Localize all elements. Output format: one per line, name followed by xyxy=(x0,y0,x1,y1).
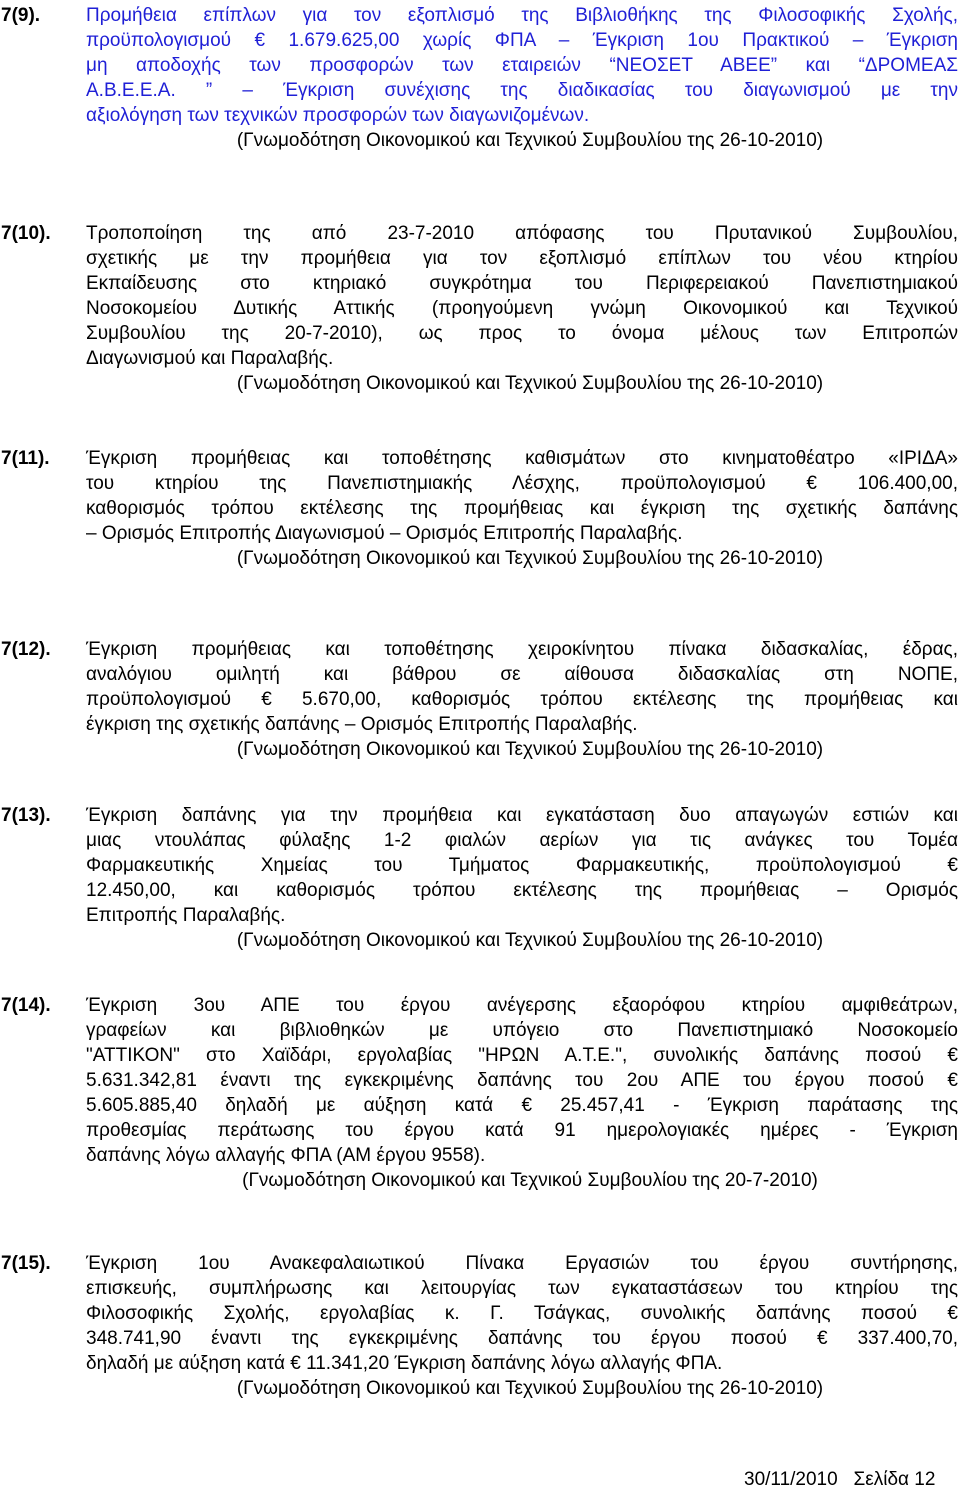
item-line: Εκπαίδευσης στο κτηριακό συγκρότημα του Περιφερειακού Πανεπιστημιακού xyxy=(86,273,958,294)
item-line: σχετικής με την προμήθεια για τον εξοπλισμό επίπλων του νέου κτηρίου xyxy=(86,248,958,269)
item-line: έγκριση της σχετικής δαπάνης – Ορισμός Επιτροπής Παραλαβής. xyxy=(86,714,638,735)
item-line: Έγκριση προμήθειας και τοποθέτησης χειροκίνητου πίνακα διδασκαλίας, έδρας, xyxy=(86,639,958,660)
opinion-note: (Γνωμοδότηση Οικονομικού και Τεχνικού Συμβουλίου της 20-7-2010) xyxy=(242,1170,818,1191)
item-line: αναλόγιου ομιλητή και βάθρου σε αίθουσα διδασκαλίας στη ΝΟΠΕ, xyxy=(86,664,958,685)
item-line: Α.Β.Ε.Ε.Α. ” – Έγκριση συνέχισης της διαδικασίας του διαγωνισμού με την xyxy=(86,80,958,101)
item-line: καθορισμός τρόπου εκτέλεσης της προμήθειας και έγκριση της σχετικής δαπάνης xyxy=(86,498,958,519)
item-line: Έγκριση προμήθειας και τοποθέτησης καθισμάτων στο κινηματοθέατρο «ΙΡΙΔΑ» xyxy=(86,448,958,469)
opinion-note: (Γνωμοδότηση Οικονομικού και Τεχνικού Συμβουλίου της 26-10-2010) xyxy=(236,1378,824,1399)
item-line: μιας ντουλάπας φύλαξης 1-2 φιαλών αερίων για τις ανάγκες του Τομέα xyxy=(86,830,958,851)
footer-date: 30/11/2010 xyxy=(744,1469,838,1490)
item-number: 7(14). xyxy=(1,995,51,1016)
opinion-note: (Γνωμοδότηση Οικονομικού και Τεχνικού Συμβουλίου της 26-10-2010) xyxy=(236,130,824,151)
item-number: 7(13). xyxy=(1,805,51,826)
item-line: προθεσμίας περάτωσης του έργου κατά 91 ημερολογιακές ημέρες - Έγκριση xyxy=(86,1120,958,1141)
item-line: Προμήθεια επίπλων για τον εξοπλισμό της Βιβλιοθήκης της Φιλοσοφικής Σχολής, xyxy=(86,5,958,26)
item-line: Φαρμακευτικής Χημείας του Τμήματος Φαρμακευτικής, προϋπολογισμού € xyxy=(86,855,958,876)
page-footer xyxy=(744,1467,935,1492)
item-line: Φιλοσοφικής Σχολής, εργολαβίας κ. Γ. Τσάγκας, συνολικής δαπάνης ποσού € xyxy=(86,1303,958,1324)
item-number: 7(11). xyxy=(1,448,50,469)
item-text xyxy=(86,446,958,571)
item-text xyxy=(86,993,958,1193)
item-line: Διαγωνισμού και Παραλαβής. xyxy=(86,348,334,369)
item-number: 7(10). xyxy=(1,223,51,244)
item-line: Έγκριση 1ου Ανακεφαλαιωτικού Πίνακα Εργασιών του έργου συντήρησης, xyxy=(86,1253,958,1274)
item-line: Έγκριση δαπάνης για την προμήθεια και εγκατάσταση δυο απαγωγών εστιών και xyxy=(86,805,958,826)
item-number: 7(15). xyxy=(1,1253,51,1274)
item-line: αξιολόγηση των τεχνικών προσφορών των διαγωνιζομένων. xyxy=(86,105,590,126)
item-line: 12.450,00, και καθορισμός τρόπου εκτέλεσης της προμήθειας – Ορισμός xyxy=(86,880,958,901)
item-text xyxy=(86,3,958,153)
item-line: προϋπολογισμού € 1.679.625,00 χωρίς ΦΠΑ – Έγκριση 1ου Πρακτικού – Έγκριση xyxy=(86,30,958,51)
item-text xyxy=(86,1251,958,1401)
item-number: 7(12). xyxy=(1,639,51,660)
item-line: Τροποποίηση της από 23-7-2010 απόφασης του Πρυτανικού Συμβουλίου, xyxy=(86,223,958,244)
item-line: "ΑΤΤΙΚΟΝ" στο Χαϊδάρι, εργολαβίας "ΗΡΩΝ Α.Τ.Ε.", συνολικής δαπάνης ποσού € xyxy=(86,1045,958,1066)
item-line: 5.605.885,40 δηλαδή με αύξηση κατά € 25.457,41 - Έγκριση παράτασης της xyxy=(86,1095,958,1116)
item-line: επισκευής, συμπλήρωσης και λειτουργίας των εγκαταστάσεων του κτηρίου της xyxy=(86,1278,958,1299)
item-line: δηλαδή με αύξηση κατά € 11.341,20 Έγκριση δαπάνης λόγω αλλαγής ΦΠΑ. xyxy=(86,1353,723,1374)
item-line: 5.631.342,81 έναντι της εγκεκριμένης δαπάνης του 2ου ΑΠΕ του έργου ποσού € xyxy=(86,1070,958,1091)
item-line: Συμβουλίου της 20-7-2010), ως προς το όνομα μέλους των Επιτροπών xyxy=(86,323,958,344)
opinion-note: (Γνωμοδότηση Οικονομικού και Τεχνικού Συμβουλίου της 26-10-2010) xyxy=(236,739,824,760)
item-line: του κτηρίου της Πανεπιστημιακής Λέσχης, προϋπολογισμού € 106.400,00, xyxy=(86,473,958,494)
item-line: 348.741,90 έναντι της εγκεκριμένης δαπάνης του έργου ποσού € 337.400,70, xyxy=(86,1328,958,1349)
item-text xyxy=(86,637,958,762)
item-text xyxy=(86,221,958,396)
opinion-note: (Γνωμοδότηση Οικονομικού και Τεχνικού Συμβουλίου της 26-10-2010) xyxy=(236,373,824,394)
opinion-note: (Γνωμοδότηση Οικονομικού και Τεχνικού Συμβουλίου της 26-10-2010) xyxy=(236,548,824,569)
item-line: γραφείων και βιβλιοθηκών με υπόγειο στο Πανεπιστημιακό Νοσοκομείο xyxy=(86,1020,958,1041)
item-line: προϋπολογισμού € 5.670,00, καθορισμός τρόπου εκτέλεσης της προμήθειας και xyxy=(86,689,958,710)
item-line: Έγκριση 3ου ΑΠΕ του έργου ανέγερσης εξαορόφου κτηρίου αμφιθεάτρων, xyxy=(86,995,958,1016)
item-line: Επιτροπής Παραλαβής. xyxy=(86,905,286,926)
item-number: 7(9). xyxy=(1,5,41,26)
item-line: Νοσοκομείου Δυτικής Αττικής (προηγούμενη γνώμη Οικονομικού και Τεχνικού xyxy=(86,298,958,319)
opinion-note: (Γνωμοδότηση Οικονομικού και Τεχνικού Συμβουλίου της 26-10-2010) xyxy=(236,930,824,951)
item-line: – Ορισμός Επιτροπής Διαγωνισμού – Ορισμός Επιτροπής Παραλαβής. xyxy=(86,523,683,544)
footer-page-number: Σελίδα 12 xyxy=(853,1469,936,1490)
item-line: μη αποδοχής των προσφορών των εταιρειών “ΝΕΟΣΕΤ ΑΒΕΕ” και “ΔΡΟΜΕΑΣ xyxy=(86,55,958,76)
item-text xyxy=(86,803,958,953)
item-line: δαπάνης λόγω αλλαγής ΦΠΑ (ΑΜ έργου 9558). xyxy=(86,1145,486,1166)
